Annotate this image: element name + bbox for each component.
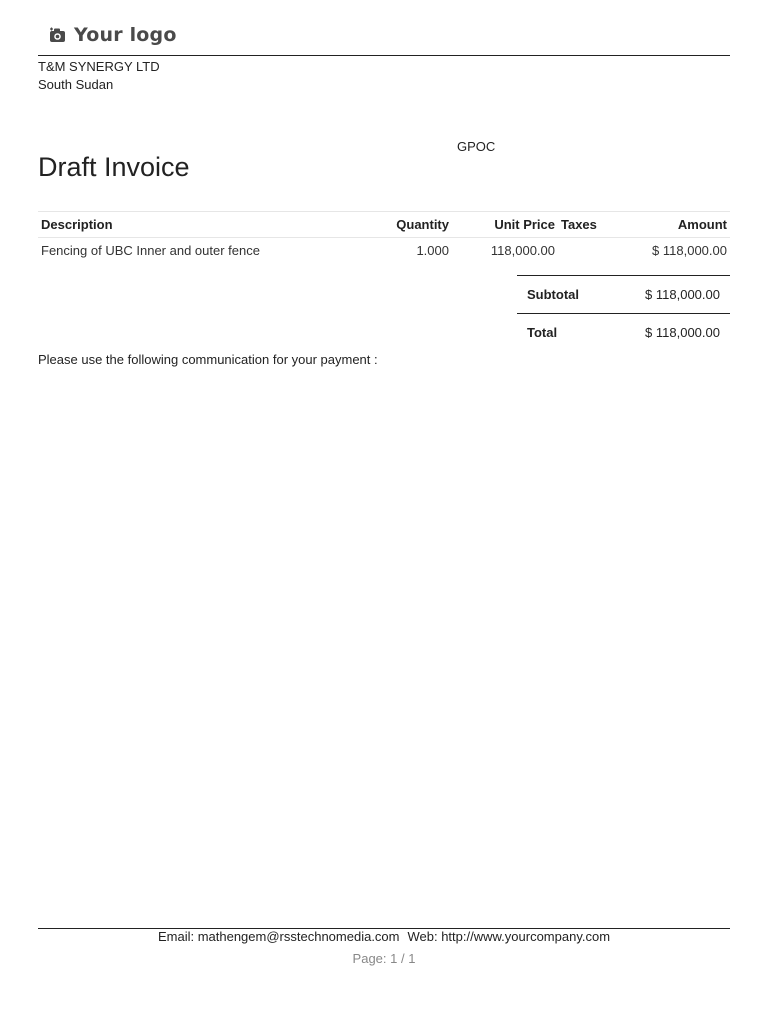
invoice-title: Draft Invoice: [38, 152, 190, 182]
total-value: $ 118,000.00: [645, 325, 720, 340]
line-quantity: 1.000: [416, 242, 449, 258]
page-footer: [38, 929, 730, 966]
line-description: Fencing of UBC Inner and outer fence: [41, 242, 260, 258]
subtotal-row: [517, 275, 730, 313]
table-row: [38, 238, 730, 263]
header-divider: [38, 55, 730, 56]
page-number: Page: 1 / 1: [352, 951, 416, 966]
col-quantity: Quantity: [384, 212, 452, 238]
col-description: Description: [38, 212, 384, 238]
totals-block: [517, 275, 730, 351]
col-amount: Amount: [624, 212, 730, 238]
logo-text: Your logo: [74, 24, 177, 46]
partner-name: GPOC: [457, 139, 496, 154]
company-name: T&M SYNERGY LTD: [38, 59, 160, 74]
camera-icon: [48, 25, 68, 45]
company-country: South Sudan: [38, 77, 114, 92]
company-logo: [40, 20, 185, 50]
footer-contact: [38, 929, 730, 945]
table-header-row: [38, 212, 730, 238]
col-taxes: Taxes: [558, 212, 624, 238]
line-unit-price: 118,000.00: [490, 242, 555, 258]
company-address: [38, 58, 160, 94]
line-amount: $ 118,000.00: [652, 242, 727, 258]
total-row: [517, 313, 730, 351]
line-taxes: [558, 238, 624, 263]
footer-web: Web: http://www.yourcompany.com: [407, 929, 611, 944]
invoice-lines-table: [38, 211, 730, 262]
subtotal-label: Subtotal: [527, 287, 579, 302]
total-label: Total: [527, 325, 558, 340]
subtotal-value: $ 118,000.00: [645, 287, 720, 302]
col-unit-price: Unit Price: [452, 212, 558, 238]
payment-note: Please use the following communication for your payment :: [38, 352, 378, 367]
footer-email: Email: mathengem@rsstechnomedia.com: [157, 929, 400, 944]
